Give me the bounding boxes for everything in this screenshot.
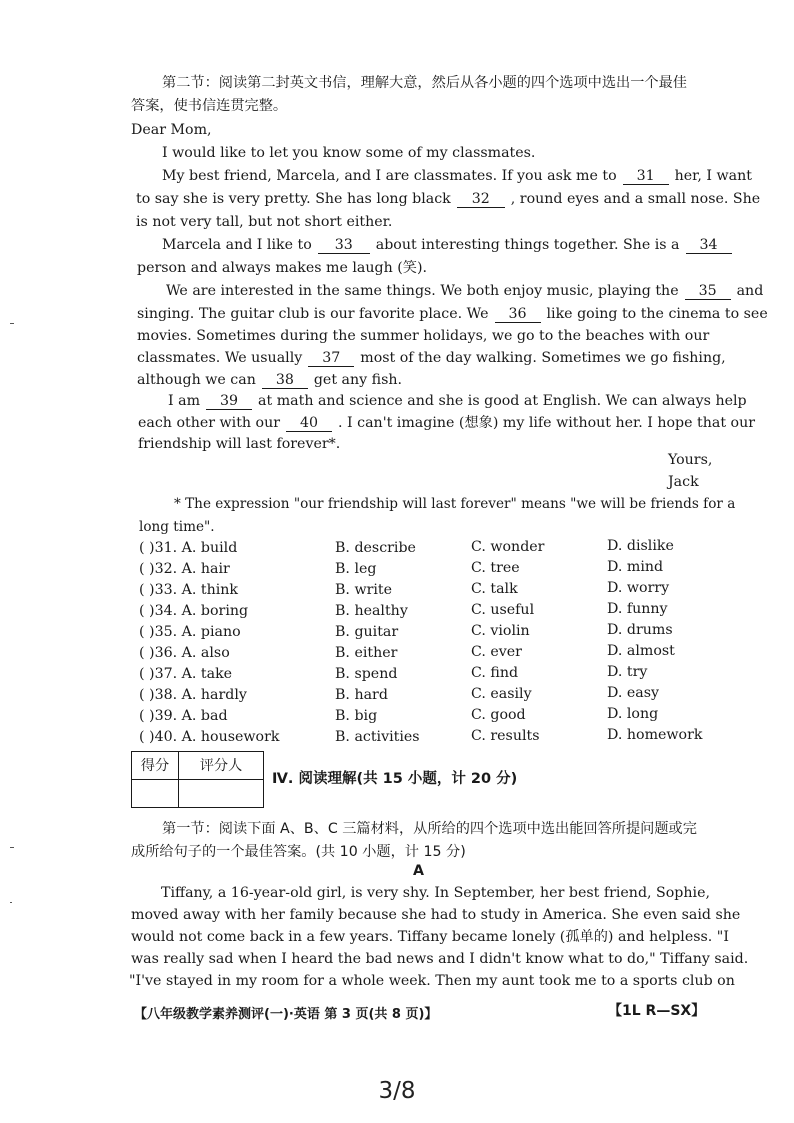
letter-line xyxy=(166,281,763,301)
letter-text: about interesting things together. She is a xyxy=(375,237,680,253)
page-indicator: 3/8 xyxy=(378,1078,416,1104)
passage-line-3: would not come back in a few years. Tiffany became lonely (孤单的) and helpless. "I xyxy=(131,929,729,945)
passage-line-2: moved away with her family because she had to study in America. She even said she xyxy=(131,907,741,923)
footer-code: 【1L R—SX】 xyxy=(608,1003,706,1019)
score-table xyxy=(131,751,264,808)
blank-31: 31 xyxy=(623,168,669,185)
option-33-c[interactable]: C. talk xyxy=(471,581,518,597)
footnote-line1: * The expression "our friendship will last forever" means "we will be friends for a xyxy=(174,496,736,512)
question-32[interactable]: ( )32. A. hair xyxy=(139,561,230,577)
letter-text: to say she is very pretty. She has long black xyxy=(136,191,451,207)
option-31-d[interactable]: D. dislike xyxy=(607,538,674,554)
option-31-b[interactable]: B. describe xyxy=(335,540,416,556)
question-37[interactable]: ( )37. A. take xyxy=(139,666,233,682)
letter-text: Marcela and I like to xyxy=(162,237,312,253)
letter-text: friendship will last forever*. xyxy=(138,436,341,452)
letter-text: get any fish. xyxy=(313,372,403,388)
question-35[interactable]: ( )35. A. piano xyxy=(139,624,241,640)
score-label: 得分 xyxy=(140,758,170,774)
letter-text: singing. The guitar club is our favorite place. We xyxy=(137,306,489,322)
footer-exam-info: 【八年级教学素养测评(一)·英语 第 3 页(共 8 页)】 xyxy=(134,1007,438,1022)
blank-33: 33 xyxy=(318,237,370,254)
passage-label: A xyxy=(413,863,424,879)
option-39-c[interactable]: C. good xyxy=(471,707,526,723)
letter-text: , round eyes and a small nose. She xyxy=(510,191,761,207)
question-39[interactable]: ( )39. A. bad xyxy=(139,708,228,724)
score-table-header-row xyxy=(132,752,263,780)
grader-label: 评分人 xyxy=(199,758,243,774)
option-35-b[interactable]: B. guitar xyxy=(335,624,399,640)
option-32-c[interactable]: C. tree xyxy=(471,560,520,576)
letter-text: . I can't imagine (想象) my life without her. I hope that our xyxy=(338,415,756,431)
blank-38: 38 xyxy=(262,372,308,389)
option-32-b[interactable]: B. leg xyxy=(335,561,377,577)
blank-34: 34 xyxy=(686,237,732,254)
letter-text: My best friend, Marcela, and I are classmates. If you ask me to xyxy=(162,168,617,184)
option-38-d[interactable]: D. easy xyxy=(607,685,660,701)
option-36-d[interactable]: D. almost xyxy=(607,643,675,659)
option-34-d[interactable]: D. funny xyxy=(607,601,668,617)
scan-mark xyxy=(10,902,12,903)
option-35-c[interactable]: C. violin xyxy=(471,623,530,639)
option-32-d[interactable]: D. mind xyxy=(607,559,664,575)
option-34-b[interactable]: B. healthy xyxy=(335,603,408,619)
option-36-b[interactable]: B. either xyxy=(335,645,398,661)
letter-text: at math and science and she is good at English. We can always help xyxy=(258,393,747,409)
scan-mark xyxy=(10,847,14,848)
letter-text: although we can xyxy=(137,372,256,388)
part4-title: Ⅳ. 阅读理解(共 15 小题，计 20 分) xyxy=(272,771,518,787)
section1-instruction-line1: 第一节：阅读下面 A、B、C 三篇材料，从所给的四个选项中选出能回答所提问题或完 xyxy=(162,821,697,837)
question-34[interactable]: ( )34. A. boring xyxy=(139,603,249,619)
passage-line-1: Tiffany, a 16-year-old girl, is very shy. In September, her best friend, Sophie, xyxy=(161,885,710,901)
option-31-c[interactable]: C. wonder xyxy=(471,539,545,555)
letter-text: is not very tall, but not short either. xyxy=(136,214,393,230)
option-40-d[interactable]: D. homework xyxy=(607,727,703,743)
option-38-b[interactable]: B. hard xyxy=(335,687,388,703)
option-34-c[interactable]: C. useful xyxy=(471,602,535,618)
option-37-c[interactable]: C. find xyxy=(471,665,519,681)
blank-35: 35 xyxy=(685,283,731,300)
letter-text: person and always makes me laugh (笑). xyxy=(137,260,428,276)
letter-text: her, I want xyxy=(674,168,752,184)
question-36[interactable]: ( )36. A. also xyxy=(139,645,230,661)
passage-line-5: "I've stayed in my room for a whole week. Then my aunt took me to a sports club on xyxy=(129,973,735,989)
question-33[interactable]: ( )33. A. think xyxy=(139,582,239,598)
option-37-d[interactable]: D. try xyxy=(607,664,648,680)
letter-line xyxy=(136,189,760,209)
option-33-b[interactable]: B. write xyxy=(335,582,393,598)
letter-line xyxy=(168,391,747,411)
letter-text: most of the day walking. Sometimes we go fishing, xyxy=(360,350,726,366)
question-31[interactable]: ( )31. A. build xyxy=(139,540,238,556)
letter-line xyxy=(137,304,768,324)
letter-text: I am xyxy=(168,393,201,409)
scan-mark xyxy=(10,323,14,324)
letter-text: classmates. We usually xyxy=(137,350,303,366)
question-38[interactable]: ( )38. A. hardly xyxy=(139,687,247,703)
option-36-c[interactable]: C. ever xyxy=(471,644,522,660)
passage-line-4: was really sad when I heard the bad news and I didn't know what to do," Tiffany said. xyxy=(131,951,749,967)
option-35-d[interactable]: D. drums xyxy=(607,622,673,638)
question-40[interactable]: ( )40. A. housework xyxy=(139,729,280,745)
letter-line xyxy=(162,166,752,186)
letter-line xyxy=(162,235,738,255)
blank-39: 39 xyxy=(206,393,252,410)
letter-signature: Jack xyxy=(668,474,699,490)
letter-line xyxy=(137,370,402,390)
option-37-b[interactable]: B. spend xyxy=(335,666,398,682)
option-33-d[interactable]: D. worry xyxy=(607,580,670,596)
section1-instruction-line2: 成所给句子的一个最佳答案。(共 10 小题，计 15 分) xyxy=(131,844,466,860)
letter-salutation: Dear Mom, xyxy=(131,122,212,138)
option-39-d[interactable]: D. long xyxy=(607,706,659,722)
score-table-divider xyxy=(178,752,179,807)
section2-instruction-line2: 答案，使书信连贯完整。 xyxy=(131,98,288,114)
letter-text: like going to the cinema to see xyxy=(546,306,768,322)
footnote-line2: long time". xyxy=(139,519,215,535)
option-39-b[interactable]: B. big xyxy=(335,708,378,724)
letter-text: We are interested in the same things. We both enjoy music, playing the xyxy=(166,283,679,299)
blank-40: 40 xyxy=(286,415,332,432)
option-38-c[interactable]: C. easily xyxy=(471,686,532,702)
option-40-c[interactable]: C. results xyxy=(471,728,540,744)
section2-instruction-line1: 第二节：阅读第二封英文书信，理解大意，然后从各小题的四个选项中选出一个最佳 xyxy=(162,75,687,91)
letter-paragraph-1: I would like to let you know some of my classmates. xyxy=(162,145,536,161)
letter-closing: Yours, xyxy=(668,452,713,468)
blank-32: 32 xyxy=(457,191,505,208)
letter-text: each other with our xyxy=(138,415,281,431)
blank-37: 37 xyxy=(308,350,354,367)
option-40-b[interactable]: B. activities xyxy=(335,729,420,745)
letter-text: and xyxy=(736,283,764,299)
letter-line xyxy=(137,348,726,368)
letter-text: movies. Sometimes during the summer holidays, we go to the beaches with our xyxy=(137,328,710,344)
blank-36: 36 xyxy=(495,306,541,323)
letter-line xyxy=(138,413,755,433)
